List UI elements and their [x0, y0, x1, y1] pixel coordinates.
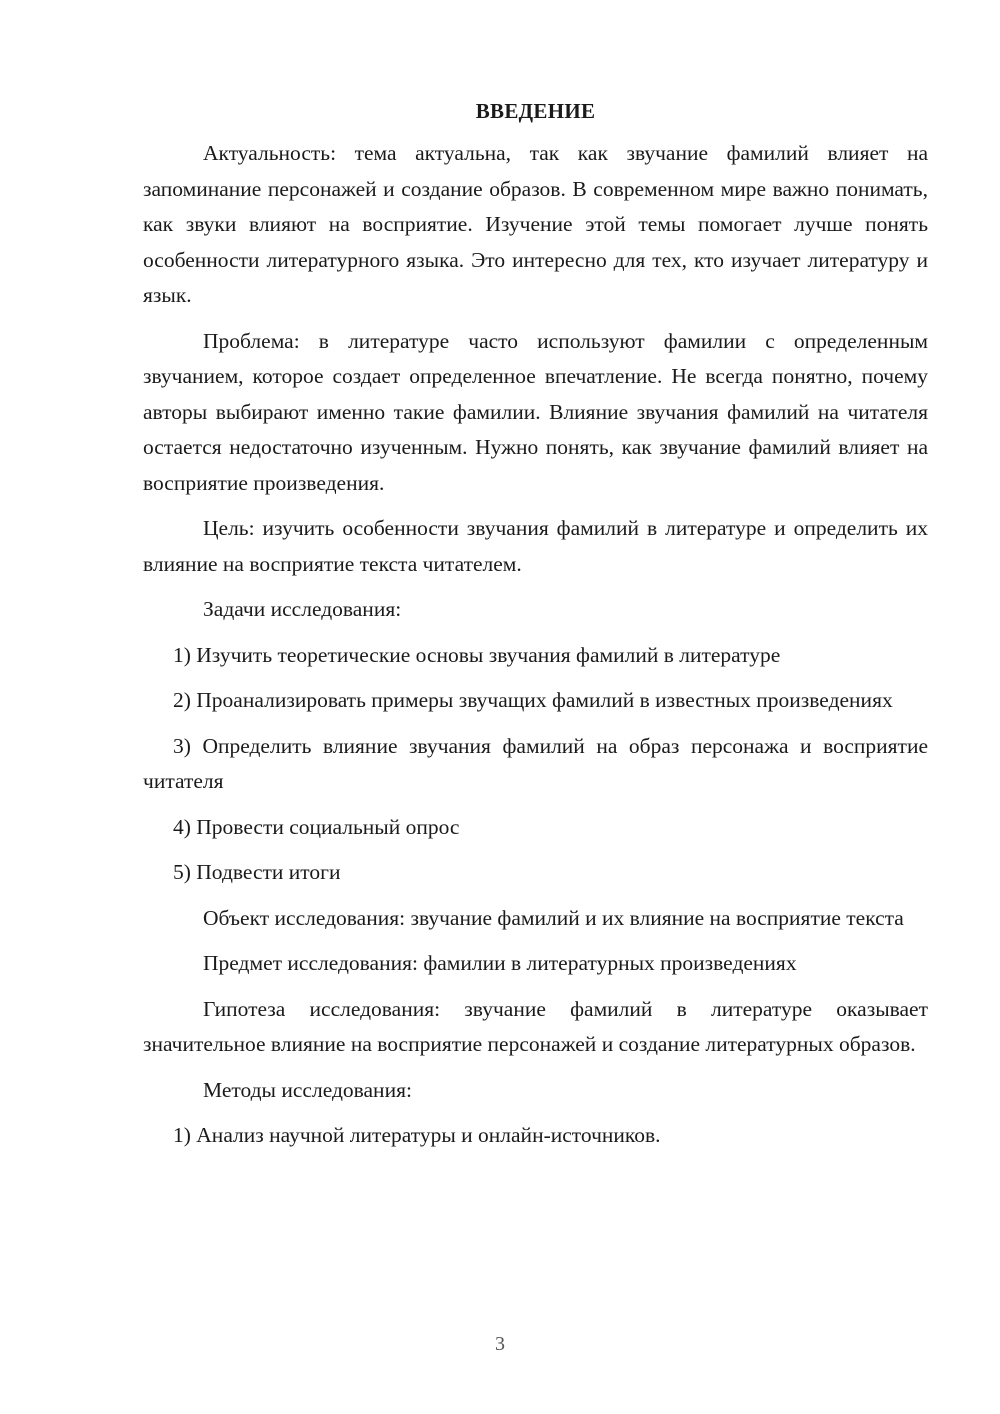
methods-title: Методы исследования: [203, 1077, 412, 1102]
relevance-paragraph: Актуальность: тема актуальна, так как звучание фамилий влияет на запоминание персонажей и создание образов. В современном мире важно понимать, как звуки влияют на восприятие. Изучение этой темы помогает лучше понять особенности литературного языка. Это интересно для тех, кто изучает литературу и язык. [143, 141, 928, 307]
goal-paragraph: Цель: изучить особенности звучания фамилий в литературе и определить их влияние на восприятие текста читателем. [143, 516, 928, 576]
method-item-1: 1) Анализ научной литературы и онлайн-источников. [173, 1123, 661, 1147]
tasks-title: Задачи исследования: [203, 597, 402, 621]
problem-paragraph: Проблема: в литературе часто используют фамилии с определенным звучанием, которое создает определенное впечатление. Не всегда понятно, почему авторы выбирают именно такие фамилии. Влияние звучания фамилий на читателя остается недостаточно изученным. Нужно понять, как звучание фамилий влияет на восприятие произведения. [143, 328, 928, 495]
task-item-3: 3) Определить влияние звучания фамилий на образ персонажа и восприятие читателя [143, 733, 928, 793]
task-item-4: 4) Провести социальный опрос [173, 814, 460, 839]
document-page [143, 96, 928, 1164]
hypothesis-paragraph: Гипотеза исследования: звучание фамилий в литературе оказывает значительное влияние на восприятие персонажей и создание литературных образов. [143, 996, 928, 1056]
subject-paragraph: Предмет исследования: фамилии в литературных произведениях [203, 951, 797, 975]
task-item-2: 2) Проанализировать примеры звучащих фамилий в известных произведениях [173, 688, 893, 712]
task-item-5: 5) Подвести итоги [173, 860, 341, 884]
page-title: ВВЕДЕНИЕ [475, 99, 596, 123]
page-number: 3 [495, 1333, 505, 1355]
object-paragraph: Объект исследования: звучание фамилий и их влияние на восприятие текста [203, 905, 904, 930]
task-item-1: 1) Изучить теоретические основы звучания фамилий в литературе [173, 642, 781, 667]
